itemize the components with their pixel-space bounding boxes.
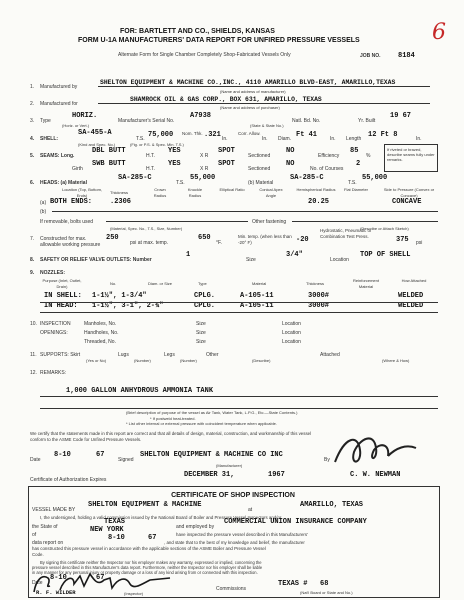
row10-label: INSPECTION bbox=[40, 321, 71, 327]
nozzle-row1-type: CPLG. bbox=[194, 292, 216, 300]
nozzle-col-size: Diam. or Size bbox=[148, 281, 173, 286]
openings-label: OPENINGS: bbox=[40, 330, 68, 336]
long-seam: DBL BUTT bbox=[92, 147, 126, 155]
manholes-size-label: Size bbox=[196, 321, 206, 327]
row8-number: 8. bbox=[30, 257, 35, 263]
legs-sublabel: (Number) bbox=[180, 358, 197, 363]
bolts-line bbox=[106, 213, 248, 222]
nozzle-row1-attached: WELDED bbox=[398, 292, 424, 300]
head-col-flat: Flat Diameter bbox=[344, 187, 369, 192]
valve-number: 1 bbox=[186, 251, 191, 259]
hydro-pressure: 375 bbox=[396, 236, 409, 244]
shell-in-1: In. bbox=[222, 136, 228, 142]
row2-sublabel: (Name and address of purchaser) bbox=[220, 105, 280, 110]
shop-para-5: Code. bbox=[32, 552, 44, 557]
nozzle-row2-purpose: IN HEAD: bbox=[44, 302, 78, 310]
girth-sectioned: NO bbox=[286, 160, 295, 168]
remarks-text: 1,000 GALLON ANHYDROUS AMMONIA TANK bbox=[66, 387, 214, 395]
valve-size: 3/4" bbox=[286, 251, 303, 259]
row10-number: 10. bbox=[30, 321, 37, 327]
head-a-side: CONCAVE bbox=[392, 198, 422, 206]
courses-label: No. of Courses bbox=[310, 166, 344, 172]
shop-date: 8-10 bbox=[50, 574, 67, 582]
shell-length-label: Length bbox=[346, 136, 362, 142]
riveted-note: If riveted or brazed, describe seams fully under remarks. bbox=[387, 147, 435, 162]
row11-number: 11. bbox=[30, 352, 37, 358]
cert-mfr-sublabel: (Manufacturer) bbox=[216, 463, 243, 468]
head-a-ts: 55,000 bbox=[190, 174, 216, 182]
inspector-name: R. F. WILDER bbox=[36, 589, 76, 596]
commission-number: 68 bbox=[320, 580, 329, 588]
support-other-label: Other bbox=[206, 352, 219, 358]
row6-label: HEADS: (a) Material bbox=[40, 180, 87, 186]
serial-number: A7938 bbox=[190, 112, 212, 120]
threaded-label: Threaded, No. bbox=[84, 339, 116, 345]
vessel-at: AMARILLO, TEXAS bbox=[300, 501, 364, 509]
valve-location-label: Location bbox=[330, 257, 349, 263]
remarks-footnote-1: * If postweld heat-treated. bbox=[150, 416, 196, 421]
state-sublabel: (State & State No.) bbox=[250, 123, 284, 128]
attached-sublabel: (Where & How) bbox=[382, 358, 410, 363]
efficiency-percent: % bbox=[366, 153, 371, 159]
row6-number: 6. bbox=[30, 180, 35, 186]
vessel-type: HORIZ. bbox=[72, 112, 98, 120]
nozzle-col-material: Material bbox=[252, 281, 267, 286]
shop-date-label: Date bbox=[32, 580, 43, 586]
shell-in-2: In. bbox=[262, 136, 268, 142]
handholes-location-label: Location bbox=[282, 330, 301, 336]
of-city: NEW YORK bbox=[90, 526, 124, 534]
shop-para-7: pressure vessel described in this Manufacturer's data report. Furthermore, neither the Inspector nor his employer shall be liable bbox=[32, 565, 263, 570]
cert-signed: SHELTON EQUIPMENT & MACHINE CO INC bbox=[140, 451, 283, 459]
cert-expires: DECEMBER 31, bbox=[184, 471, 235, 479]
head-b-ts-label: T.S. bbox=[348, 180, 357, 186]
vessel-at-label: at bbox=[248, 507, 253, 513]
data-report-label: data report on bbox=[32, 540, 64, 546]
valve-location: TOP OF SHELL bbox=[360, 251, 411, 259]
nozzle-line-2 bbox=[40, 304, 438, 313]
head-col-location: Location (Top, Bottom, Ends) bbox=[61, 187, 103, 198]
shell-thk-label: Nom. Thk. bbox=[182, 131, 203, 136]
employer: COMMERCIAL UNION INSURANCE COMPANY bbox=[224, 518, 367, 526]
job-number: 8184 bbox=[398, 52, 415, 60]
nozzle-row1-purpose: IN SHELL: bbox=[44, 292, 82, 300]
legs-label: Legs bbox=[164, 352, 175, 358]
row2-number: 2. bbox=[30, 101, 35, 107]
head-b-material: SA-285-C bbox=[290, 174, 324, 182]
remarks-brief: (Brief description of purpose of the vessel as Air Tank, Water Tank, L.P.G., Etc.—State Contents.) bbox=[126, 410, 298, 415]
shell-in-4: In. bbox=[416, 136, 422, 142]
nozzle-col-type: Type bbox=[198, 281, 207, 286]
head-a-ts-label: T.S. bbox=[176, 180, 185, 186]
shell-kind-sublabel: (Kind and Spec. No.) bbox=[78, 142, 116, 147]
nozzle-row2-thickness: 3000# bbox=[308, 302, 330, 310]
manholes-label: Manholes, No. bbox=[84, 321, 117, 327]
nozzle-row1-no: 1-1½", 1-3/4" bbox=[92, 292, 147, 300]
nozzle-row1-thickness: 3000# bbox=[308, 292, 330, 300]
nozzle-row2-type: CPLG. bbox=[194, 302, 216, 310]
head-col-knuckle: Knuckle Radius bbox=[187, 187, 203, 198]
cert-date: 8-10 bbox=[54, 451, 71, 459]
valve-size-label: Size bbox=[246, 257, 256, 263]
hydro-label: Hydrostatic, Pneumatic or Combination Test Press. bbox=[320, 228, 372, 239]
employed-label: and employed by bbox=[176, 524, 215, 530]
job-label: JOB NO. bbox=[360, 53, 381, 59]
remarks-footnote-2: * List other internal or external pressure with coincident temperature when applicable. bbox=[126, 421, 277, 426]
head-col-hemispherical: Hemispherical Radius bbox=[296, 187, 336, 192]
courses: 2 bbox=[356, 160, 361, 168]
shell-in-3: In. bbox=[330, 136, 336, 142]
shop-para-3: , and state that to the best of my knowledge and belief, the manufacturer bbox=[164, 540, 305, 545]
commission: TEXAS # bbox=[278, 580, 308, 588]
row12-label: REMARKS: bbox=[40, 370, 67, 376]
nozzle-row2-material: A-105-11 bbox=[240, 302, 274, 310]
shell-ts: 75,000 bbox=[148, 131, 174, 139]
long-sectioned-label: Sectioned bbox=[248, 153, 271, 159]
support-other-sublabel: (Describe) bbox=[252, 358, 271, 363]
girth-label: Girth bbox=[72, 166, 83, 172]
row3-number: 3. bbox=[30, 118, 35, 124]
row1-label: Manufactured by bbox=[40, 84, 78, 90]
shell-min-sublabel: (Fig. or P.S. & Spec. Min. T.S.) bbox=[130, 142, 184, 147]
shop-para-1: I, the undersigned, holding a valid commission issued by the National Board of Boiler and Pressure Vessel Inspectors and/or bbox=[40, 515, 282, 520]
cert-text-2: conform to the ASME Code for Unfired Pressure Vessels. bbox=[30, 437, 142, 442]
nozzle-line-1 bbox=[40, 294, 438, 303]
cert-by-label: By bbox=[324, 457, 330, 463]
min-temp: -20 bbox=[296, 236, 309, 244]
vessel-made-by-label: VESSEL MADE BY bbox=[32, 507, 76, 513]
handholes-label: Handholes, No. bbox=[84, 330, 119, 336]
bolts-label: If removable, bolts used bbox=[40, 219, 94, 225]
girth-sectioned-label: Sectioned bbox=[248, 166, 271, 172]
nozzle-row2-no: 1-1½", 3-1", 2-¾" bbox=[92, 302, 164, 310]
cert-signer-name: C. W. NEWMAN bbox=[350, 471, 401, 479]
row8-label: SAFETY OR RELIEF VALVE OUTLETS: Number bbox=[40, 257, 152, 263]
manufacturer-signature bbox=[330, 430, 420, 470]
max-temp: 650 bbox=[198, 234, 211, 242]
head-a-material: SA-285-C bbox=[118, 174, 152, 182]
head-b-label: (b) Material bbox=[248, 180, 274, 186]
row1-number: 1. bbox=[30, 84, 35, 90]
other-sublabel: (Describe or Attach Sketch) bbox=[360, 226, 409, 231]
threaded-size-label: Size bbox=[196, 339, 206, 345]
long-ht: YES bbox=[168, 147, 181, 155]
shop-date-year: 67 bbox=[96, 574, 105, 582]
girth-seam: SWB BUTT bbox=[92, 160, 126, 168]
handwritten-page-mark: 6 bbox=[432, 20, 446, 45]
serial-label: Manufacturer's Serial No. bbox=[118, 118, 175, 124]
head-col-side: Side to Pressure (Convex or Concave) bbox=[383, 187, 435, 198]
efficiency: 85 bbox=[350, 147, 359, 155]
psi-temp-label: psi at max. temp. bbox=[130, 240, 169, 246]
vessel-made-by: SHELTON EQUIPMENT & MACHINE bbox=[88, 501, 202, 509]
row2-label: Manufactured for bbox=[40, 101, 78, 107]
row7-label: Constructed for max. allowable working pressure bbox=[40, 236, 101, 248]
row9-number: 9. bbox=[30, 270, 35, 276]
head-a-hemispherical: 20.25 bbox=[308, 198, 330, 206]
shell-length: 12 Ft 8 bbox=[368, 131, 398, 139]
state-label: the State of bbox=[32, 524, 58, 530]
cert-expires-label: Certificate of Authorization Expires bbox=[30, 477, 107, 483]
report-year: 67 bbox=[148, 534, 157, 542]
remarks-line-2 bbox=[40, 400, 438, 409]
form-title: FORM U-1A MANUFACTURERS' DATA REPORT FOR UNFIRED PRESSURE VESSELS bbox=[78, 37, 360, 44]
for-line: FOR: BARTLETT AND CO., SHIELDS, KANSAS bbox=[120, 28, 275, 35]
cert-expires-year: 1967 bbox=[268, 471, 285, 479]
row5-number: 5. bbox=[30, 153, 35, 159]
head-b-ts: 55,000 bbox=[362, 174, 388, 182]
year-built-label: Yr. Built bbox=[358, 118, 376, 124]
shell-material: SA-455-A bbox=[78, 129, 112, 137]
girth-xr-label: X R bbox=[200, 166, 209, 172]
year-built: 19 67 bbox=[390, 112, 412, 120]
threaded-location-label: Location bbox=[282, 339, 301, 345]
row4-label: SHELL: bbox=[40, 136, 59, 142]
row9-label: NOZZLES: bbox=[40, 270, 65, 276]
state-value: TEXAS bbox=[104, 518, 126, 526]
shop-para-2: have inspected the pressure vessel described in this Manufacturers' bbox=[176, 532, 308, 537]
row11-label: SUPPORTS: Skirt bbox=[40, 352, 81, 358]
head-col-thickness: Thickness bbox=[110, 190, 129, 195]
other-fastening-label: Other fastening bbox=[252, 219, 287, 225]
cert-text-1: We certify that the statements made in this report are correct and that all details of design, material, construction, and workmanship of this vessel bbox=[30, 431, 312, 436]
shell-thickness: .321 bbox=[204, 131, 221, 139]
head-col-elliptical: Elliptical Ratio bbox=[219, 187, 245, 192]
cert-signed-label: Signed bbox=[118, 457, 134, 463]
nozzle-col-purpose: Purpose (Inlet, Outlet, Drain) bbox=[42, 278, 82, 289]
lugs-sublabel: (Number) bbox=[134, 358, 151, 363]
shell-ts-label: T.S. bbox=[136, 136, 145, 142]
nozzle-row2-attached: WELDED bbox=[398, 302, 424, 310]
nozzle-col-no: No. bbox=[110, 281, 117, 286]
head-b-line bbox=[52, 203, 438, 212]
report-date: 8-10 bbox=[108, 534, 125, 542]
long-sectioned: NO bbox=[286, 147, 295, 155]
other-fastening-line bbox=[292, 213, 438, 222]
cert-date-year: 67 bbox=[96, 451, 105, 459]
girth-ht-label: H.T. bbox=[146, 166, 155, 172]
row1-sublabel: (Name and address of manufacturer) bbox=[220, 89, 286, 94]
shell-diam-label: Diam. bbox=[278, 136, 292, 142]
nozzle-col-reinforcement: Reinforcement Material bbox=[352, 278, 379, 289]
skirt-sublabel: (Yes or No) bbox=[86, 358, 107, 363]
row7-number: 7. bbox=[30, 236, 35, 242]
bolts-sublabel: (Material, Spec. No., T.S., Size, Number) bbox=[110, 226, 183, 231]
head-row-b: (b) bbox=[40, 209, 47, 215]
lugs-label: Lugs bbox=[118, 352, 129, 358]
head-a-location: BOTH ENDS: bbox=[50, 198, 93, 206]
nozzle-col-attached: How Attached bbox=[401, 278, 427, 283]
shop-para-4: has constructed this pressure vessel in accordance with the applicable sections of the ASME Boiler and Pressure Vessel bbox=[32, 546, 266, 551]
shop-title: CERTIFICATE OF SHOP INSPECTION bbox=[171, 492, 295, 499]
max-pressure: 250 bbox=[106, 234, 119, 242]
long-xr: SPOT bbox=[218, 147, 235, 155]
temp-unit: °F. bbox=[216, 240, 222, 246]
long-ht-label: H.T. bbox=[146, 153, 155, 159]
of-label: of bbox=[32, 532, 37, 538]
nozzle-row1-material: A-105-11 bbox=[240, 292, 274, 300]
shell-corr-label: Corr. Allow. bbox=[238, 131, 261, 136]
row3-label: Type bbox=[40, 118, 51, 124]
form-subtitle: Alternate Form for Single Chamber Completely Shop-Fabricated Vessels Only bbox=[118, 52, 291, 58]
hydro-unit: psi bbox=[416, 240, 423, 246]
row5-label: SEAMS: Long. bbox=[40, 153, 75, 159]
manholes-location-label: Location bbox=[282, 321, 301, 327]
inspector-sublabel: (Inspector) bbox=[124, 591, 144, 596]
girth-ht: YES bbox=[168, 160, 181, 168]
type-sublabel: (Horiz. or Vert.) bbox=[62, 123, 90, 128]
manufacturer-name: SHELTON EQUIPMENT & MACHINE CO.,INC., 4110 AMARILLO BLVD-EAST, AMARILLO,TEXAS bbox=[100, 79, 396, 86]
cert-date-label: Date bbox=[30, 457, 41, 463]
shop-para-8: in any manner for any personal injury or property damage or a loss of any kind arising from or connected with this inspection. bbox=[32, 570, 258, 575]
row4-number: 4. bbox=[30, 136, 35, 142]
head-row-a: (a) bbox=[40, 200, 47, 206]
handholes-size-label: Size bbox=[196, 330, 206, 336]
girth-xr: SPOT bbox=[218, 160, 235, 168]
nozzle-col-thickness: Thickness bbox=[306, 281, 325, 286]
head-col-crown: Crown Radius bbox=[153, 187, 167, 198]
remarks-line-1 bbox=[40, 388, 438, 397]
shop-para-6: By signing this certificate neither the Inspector nor his employer makes any warranty, expressed or implied, concerning the bbox=[40, 560, 262, 565]
efficiency-label: Efficiency bbox=[318, 153, 340, 159]
purchaser-name: SHAMROCK OIL & GAS CORP., BOX 631, AMARILLO, TEXAS bbox=[130, 96, 322, 103]
attached-label: Attached bbox=[320, 352, 340, 358]
head-col-conical: Conical Apex Angle bbox=[259, 187, 283, 198]
commissions-label: Commissions bbox=[216, 586, 247, 592]
shell-diameter: Ft 41 bbox=[296, 131, 318, 139]
natl-board-label: Natl. Bd. No. bbox=[292, 118, 321, 124]
row12-number: 12. bbox=[30, 370, 37, 376]
head-a-thickness: .2306 bbox=[110, 198, 132, 206]
commission-sublabel: (Nat'l Board or State and No.) bbox=[300, 590, 353, 595]
long-xr-label: X R bbox=[200, 153, 209, 159]
min-temp-label: Min. temp. (when less than -20° F) bbox=[238, 234, 292, 245]
